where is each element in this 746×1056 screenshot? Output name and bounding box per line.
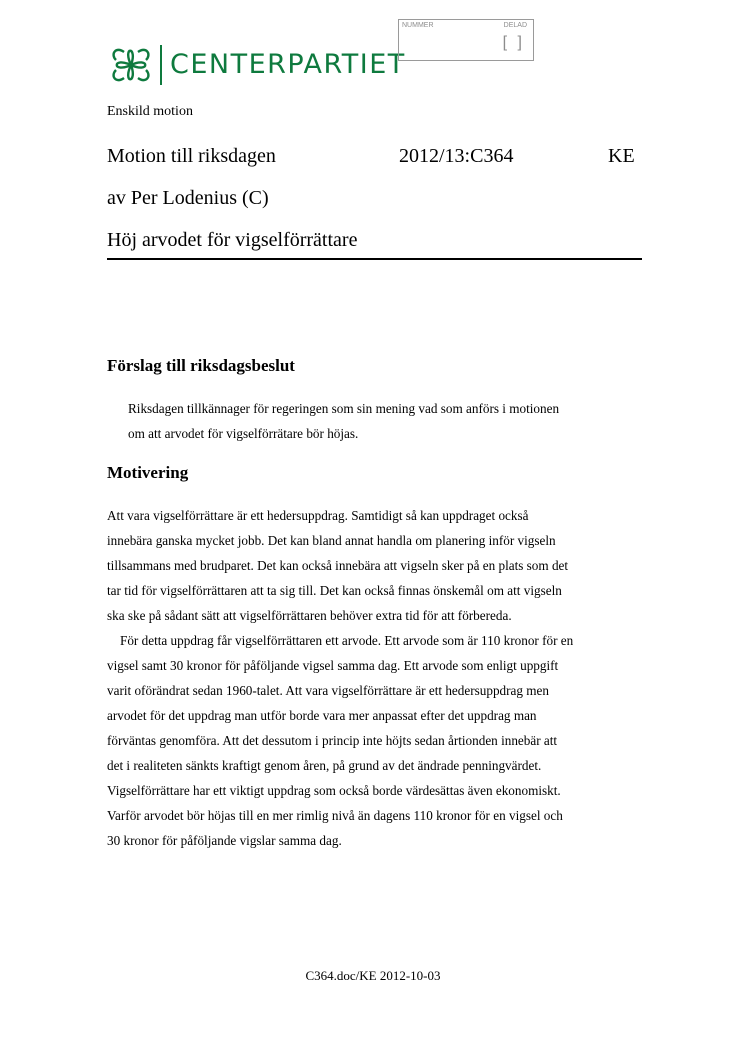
motion-title: Motion till riksdagen <box>107 145 276 167</box>
number-value: [ ] <box>502 34 525 51</box>
header-rule <box>107 258 642 260</box>
proposal-text <box>128 396 648 446</box>
motivation-text <box>107 503 647 853</box>
logo-divider <box>160 45 162 85</box>
text-line: ska ske på sådant sätt att vigselförrättaren behöver extra tid för att förbereda. <box>107 608 512 623</box>
motion-subject: Höj arvodet för vigselförrättare <box>107 229 358 251</box>
text-line: tillsammans med brudparet. Det kan också innebära att vigseln sker på en plats som det <box>107 558 569 573</box>
text-line: innebära ganska mycket jobb. Det kan bland annat handla om planering inför vigseln <box>107 533 556 548</box>
number-box <box>398 19 534 61</box>
delad-label: DELAD <box>503 22 527 29</box>
text-line: tar tid för vigselförrättaren att ta sig till. Det kan också finnas önskemål om att vigseln <box>107 583 562 598</box>
motion-committee: KE <box>608 145 635 167</box>
proposal-heading: Förslag till riksdagsbeslut <box>107 356 295 375</box>
paragraph-1 <box>107 503 647 628</box>
text-line: Vigselförrättare har ett viktigt uppdrag som också borde värdesättas även ekonomiskt. <box>107 783 561 798</box>
party-logo <box>108 44 406 86</box>
text-line: det i realiteten sänkts kraftigt genom åren, på grund av det ändrade penningvärdet. <box>107 758 542 773</box>
proposal-line: Riksdagen tillkännager för regeringen som sin mening vad som anförs i motionen <box>128 401 560 416</box>
text-line: förväntas genomföra. Att det dessutom i princip inte höjts sedan årtionden innebär att <box>107 733 558 748</box>
text-line: varit oförändrat sedan 1960-talet. Att vara vigselförrättare är ett hedersuppdrag men <box>107 683 549 698</box>
proposal-line: om att arvodet för vigselförrätare bör höjas. <box>128 426 359 441</box>
logo-text: CENTERPARTIET <box>170 49 406 80</box>
text-line: vigsel samt 30 kronor för påföljande vigsel samma dag. Ett arvode som enligt uppgift <box>107 658 559 673</box>
motivation-heading: Motivering <box>107 463 189 482</box>
number-label: NUMMER <box>402 22 434 29</box>
motion-author: av Per Lodenius (C) <box>107 187 269 209</box>
motion-number: 2012/13:C364 <box>399 145 514 167</box>
text-line: 30 kronor för påföljande vigslar samma dag. <box>107 833 342 848</box>
paragraph-2 <box>107 628 647 853</box>
document-type: Enskild motion <box>107 104 193 119</box>
text-line: För detta uppdrag får vigselförrättaren ett arvode. Ett arvode som är 110 kronor för en <box>120 633 574 648</box>
footer-reference: C364.doc/KE 2012-10-03 <box>305 968 441 983</box>
clover-icon <box>108 44 154 86</box>
text-line: Att vara vigselförrättare är ett hedersuppdrag. Samtidigt så kan uppdraget också <box>107 508 529 523</box>
text-line: Varför arvodet bör höjas till en mer rimlig nivå än dagens 110 kronor för en vigsel och <box>107 808 563 823</box>
text-line: arvodet för det uppdrag man utför borde vara mer anpassat efter det uppdrag man <box>107 708 537 723</box>
